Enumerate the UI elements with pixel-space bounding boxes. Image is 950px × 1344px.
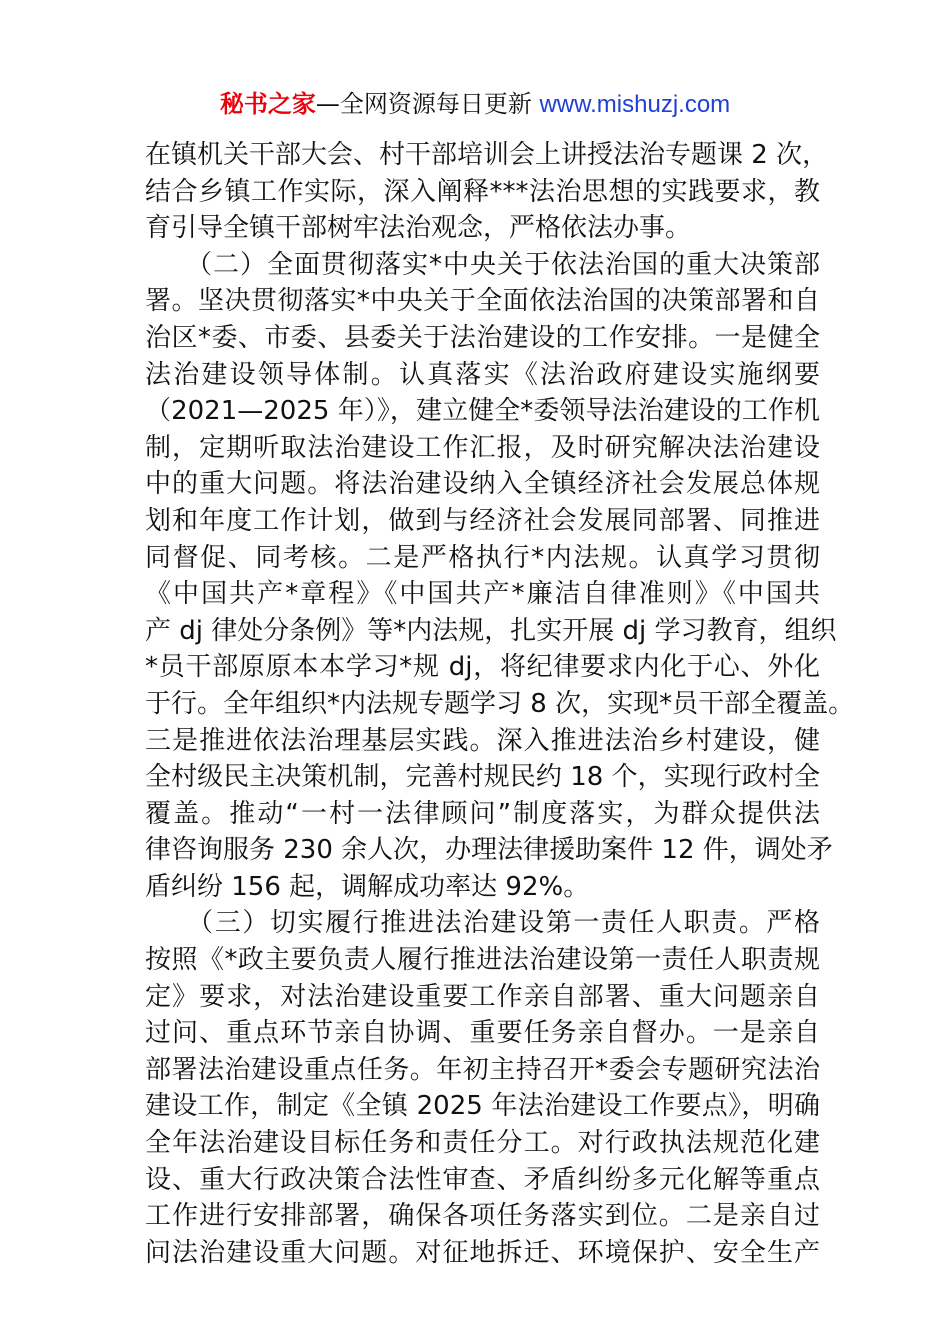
text-line: 《中国共产*章程》《中国共产*廉洁自律准则》《中国共 — [145, 579, 820, 610]
text-line: 按照《*政主要负责人履行推进法治建设第一责任人职责规 — [145, 945, 820, 976]
text-line: 三是推进依法治理基层实践。深入推进法治乡村建设，健 — [145, 725, 820, 756]
text-line: 结合乡镇工作实际，深入阐释***法治思想的实践要求，教 — [145, 176, 820, 207]
text-line: 中的重大问题。将法治建设纳入全镇经济社会发展总体规 — [145, 469, 820, 500]
text-line: 划和年度工作计划，做到与经济社会发展同部署、同推进 — [145, 505, 820, 536]
text-line: 署。坚决贯彻落实*中央关于全面依法治国的决策部署和自 — [145, 286, 820, 317]
text-line: （二）全面贯彻落实*中央关于依法治国的重大决策部 — [145, 249, 820, 280]
header-tagline: —全网资源每日更新 — [315, 90, 532, 118]
text-line: （2021—2025 年）》，建立健全*委领导法治建设的工作机 — [145, 396, 820, 427]
text-line: 全年法治建设目标任务和责任分工。对行政执法规范化建 — [145, 1128, 820, 1159]
text-line: 治区*委、市委、县委关于法治建设的工作安排。一是健全 — [145, 322, 820, 353]
text-line: 律咨询服务 230 余人次，办理法律援助案件 12 件，调处矛 — [145, 835, 833, 866]
text-line: 工作进行安排部署，确保各项任务落实到位。二是亲自过 — [145, 1201, 820, 1232]
page-header — [0, 86, 950, 123]
text-line: 法治建设领导体制。认真落实《法治政府建设实施纲要 — [145, 359, 820, 390]
website-link[interactable]: www.mishuzj.com — [539, 91, 731, 118]
text-line: 过问、重点环节亲自协调、重要任务亲自督办。一是亲自 — [145, 1018, 820, 1049]
text-line: 在镇机关干部大会、村干部培训会上讲授法治专题课 2 次， — [145, 140, 829, 170]
text-line: 建设工作，制定《全镇 2025 年法治建设工作要点》，明确 — [145, 1091, 820, 1122]
text-line: 产 dj 律处分条例》等*内法规，扎实开展 dj 学习教育，组织 — [145, 615, 837, 646]
text-line: 育引导全镇干部树牢法治观念，严格依法办事。 — [145, 213, 692, 244]
text-line: 同督促、同考核。二是严格执行*内法规。认真学习贯彻 — [145, 542, 820, 573]
text-line: （三）切实履行推进法治建设第一责任人职责。严格 — [145, 908, 820, 939]
text-line: 问法治建设重大问题。对征地拆迁、环境保护、安全生产 — [145, 1237, 820, 1268]
text-line: 于行。全年组织*内法规专题学习 8 次，实现*员干部全覆盖。 — [145, 688, 855, 719]
text-line: 定》要求，对法治建设重要工作亲自部署、重大问题亲自 — [145, 981, 820, 1012]
text-line: 部署法治建设重点任务。年初主持召开*委会专题研究法治 — [145, 1054, 820, 1085]
text-line: 设、重大行政决策合法性审查、矛盾纠纷多元化解等重点 — [145, 1164, 820, 1195]
document-body — [145, 137, 855, 1271]
text-line: 覆盖。推动“一村一法律顾问”制度落实，为群众提供法 — [145, 798, 820, 829]
text-line: 全村级民主决策机制，完善村规民约 18 个，实现行政村全 — [145, 762, 820, 793]
text-line: 盾纠纷 156 起，调解成功率达 92%。 — [145, 871, 590, 902]
brand-name: 秘书之家 — [219, 90, 316, 118]
text-line: 制，定期听取法治建设工作汇报，及时研究解决法治建设 — [145, 432, 820, 463]
text-line: *员干部原原本本学习*规 dj，将纪律要求内化于心、外化 — [145, 652, 820, 683]
